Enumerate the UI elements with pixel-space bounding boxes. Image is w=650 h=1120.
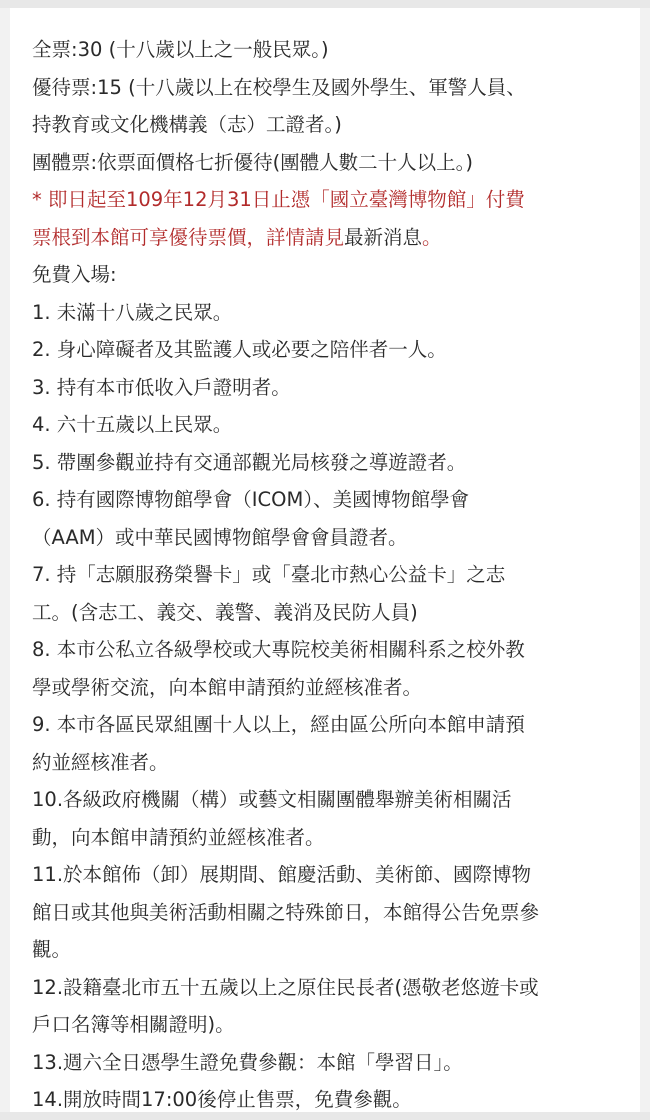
list-item: （AAM）或中華民國博物館學會會員證者。	[32, 525, 408, 549]
discount-ticket-text: 優待票:15 (十八歲以上在校學生及國外學生、軍警人員、	[32, 75, 526, 99]
list-item: 11.於本館佈（卸）展期間、館慶活動、美術節、國際博物	[32, 863, 532, 886]
list-item: 6. 持有國際博物館學會（ICOM）、美國博物館學會	[32, 488, 470, 511]
list-item: 7. 持「志願服務榮譽卡」或「臺北市熱心公益卡」之志	[32, 563, 506, 586]
notice-text-part: 票根到本館可享優待票價，詳情請見	[32, 225, 345, 249]
latest-news-link[interactable]: 最新消息	[344, 225, 423, 249]
free-entry-heading: 免費入場:	[32, 263, 117, 286]
list-item: 1. 未滿十八歲之民眾。	[32, 300, 233, 324]
notice-text-cont	[32, 219, 640, 257]
list-item: 13.週六全日憑學生證免費參觀：本館「學習日」。	[32, 1050, 463, 1074]
list-item: 觀。	[32, 938, 72, 961]
list-item: 3. 持有本市低收入戶證明者。	[32, 375, 291, 399]
list-item: 8. 本市公私立各級學校或大專院校美術相關科系之校外教	[32, 638, 525, 661]
admission-info-panel	[10, 8, 640, 1112]
list-item: 2. 身心障礙者及其監護人或必要之陪伴者一人。	[32, 338, 447, 361]
list-item: 動，向本館申請預約並經核准者。	[32, 825, 325, 849]
list-item: 14.開放時間17:00後停止售票，免費參觀。	[32, 1088, 412, 1111]
list-item: 4. 六十五歲以上民眾。	[32, 413, 233, 436]
list-item: 5. 帶團參觀並持有交通部觀光局核發之導遊證者。	[32, 450, 467, 474]
list-item: 9. 本市各區民眾組團十人以上，經由區公所向本館申請預	[32, 713, 525, 736]
discount-ticket-text-cont: 持教育或文化機構義（志）工證者。)	[32, 113, 342, 136]
group-ticket-text: 團體票:依票面價格七折優待(團體人數二十人以上。)	[32, 150, 474, 174]
list-item: 館日或其他與美術活動相關之特殊節日，本館得公告免票參	[32, 900, 540, 924]
top-divider	[0, 0, 650, 8]
list-item: 10.各級政府機關（構）或藝文相關團體舉辦美術相關活	[32, 788, 512, 811]
list-item: 學或學術交流，向本館申請預約並經核准者。	[32, 675, 423, 699]
list-item: 約並經核准者。	[32, 750, 169, 774]
notice-text-end: 。	[422, 225, 442, 249]
notice-text: * 即日起至109年12月31日止憑「國立臺灣博物館」付費	[32, 188, 525, 211]
list-item: 工。(含志工、義交、義警、義消及民防人員)	[32, 600, 418, 624]
bottom-divider	[0, 1112, 650, 1120]
list-item: 12.設籍臺北市五十五歲以上之原住民長者(憑敬老悠遊卡或	[32, 975, 539, 999]
list-item: 戶口名簿等相關證明)。	[32, 1013, 235, 1036]
full-ticket-text: 全票:30 (十八歲以上之一般民眾。)	[32, 38, 329, 61]
